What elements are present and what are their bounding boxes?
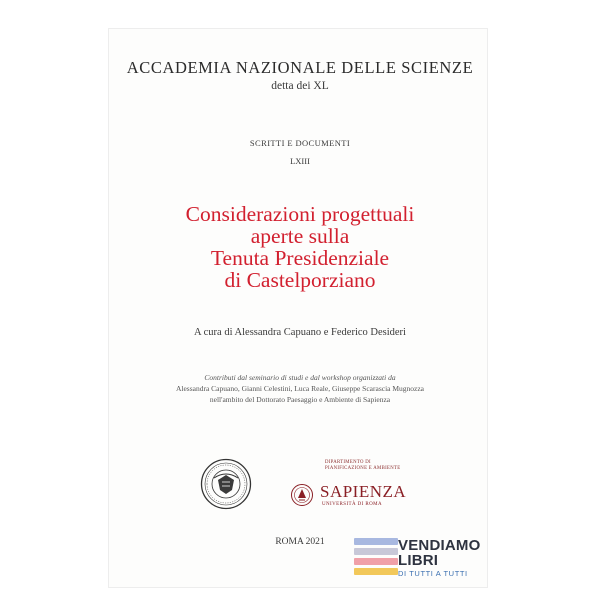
department-line: DIPARTIMENTO DI — [325, 460, 371, 465]
series-name: SCRITTI E DOCUMENTI — [249, 138, 351, 148]
series-volume: LXIII — [290, 156, 310, 166]
curators: A cura di Alessandra Capuano e Federico Desideri — [194, 327, 406, 338]
academy-subtitle: detta dei XL — [271, 80, 329, 92]
contributors-intro: Contributi dal seminario di studi e dal workshop organizzati da — [204, 373, 396, 382]
title-line: Tenuta Presidenziale — [210, 246, 390, 270]
department-line: PIANIFICAZIONE E AMBIENTE — [325, 466, 401, 471]
academy-name: ACCADEMIA NAZIONALE DELLE SCIENZE — [126, 58, 474, 77]
contributors-note — [0, 372, 600, 405]
title-line: di Castelporziano — [224, 268, 376, 292]
book-title — [0, 203, 600, 291]
sapienza-crest-icon — [290, 482, 314, 508]
university-subtitle: UNIVERSITÀ DI ROMA — [322, 502, 382, 507]
contributors-context: nell'ambito del Dottorato Paesaggio e Ambiente di Sapienza — [209, 395, 391, 404]
title-line: Considerazioni progettuali — [185, 202, 415, 226]
title-line: aperte sulla — [250, 224, 350, 248]
badge-line: VENDIAMO — [398, 537, 481, 554]
university-name: SAPIENZA — [320, 482, 407, 501]
badge-stripe — [354, 538, 398, 545]
badge-stripe — [354, 558, 398, 565]
seller-badge-text — [398, 538, 480, 579]
badge-stripe — [354, 548, 398, 555]
academy-seal-icon — [200, 458, 252, 510]
badge-tagline: DI TUTTI A TUTTI — [398, 569, 468, 578]
badge-line: LIBRI — [398, 552, 439, 569]
contributors-names: Alessandra Capuano, Gianni Celestini, Luca Reale, Giuseppe Scarascia Mugnozza — [175, 384, 425, 393]
badge-stripe — [354, 568, 398, 575]
department-label — [325, 460, 400, 472]
imprint: ROMA 2021 — [275, 537, 325, 547]
